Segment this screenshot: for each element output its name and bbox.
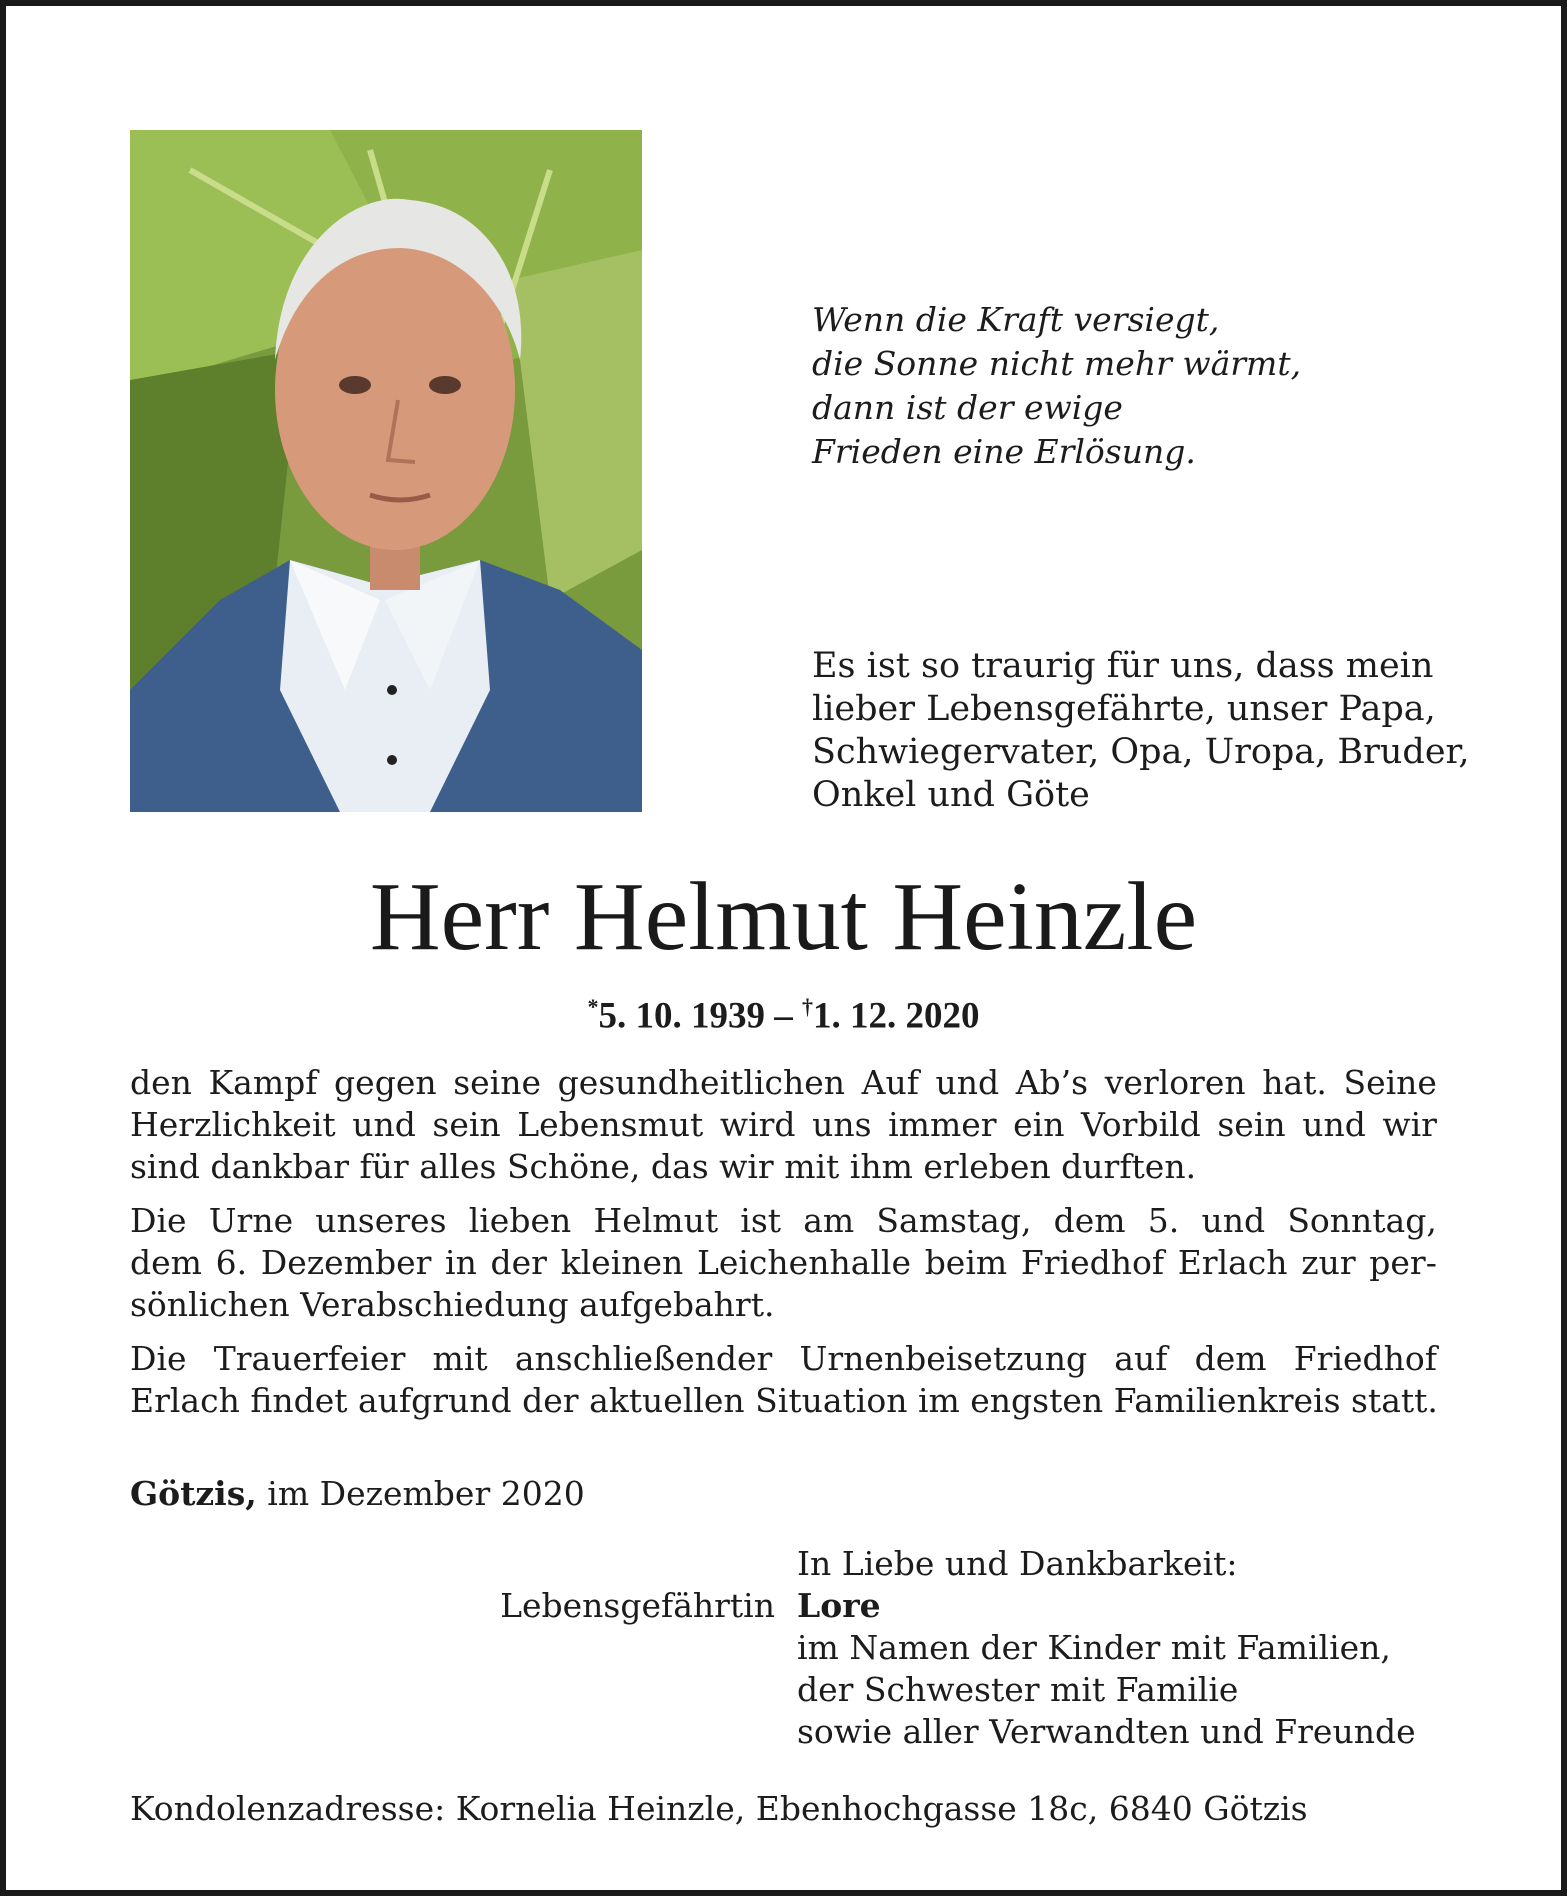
deceased-name: Herr Helmut Heinzle <box>369 863 1198 971</box>
poem-line: Frieden eine Erlösung. <box>812 432 1196 471</box>
body-word: wird <box>719 1105 796 1144</box>
body-word: und <box>935 1063 1000 1102</box>
body-word: kleinen <box>560 1243 684 1282</box>
body-word: 5. <box>1147 1201 1180 1240</box>
body-word: und <box>1201 1201 1266 1240</box>
intro-text <box>812 645 1470 817</box>
body-word: den <box>130 1063 192 1102</box>
body-word: und <box>1302 1105 1366 1144</box>
body-line <box>130 1242 1437 1284</box>
signature-greeting: In Liebe und Dankbarkeit: <box>797 1544 1238 1583</box>
body-word: ist <box>740 1201 782 1240</box>
body-word: beim <box>924 1243 1008 1282</box>
body-word: Urne <box>208 1201 294 1240</box>
death-symbol: † <box>802 994 813 1019</box>
obituary-body <box>130 1062 1437 1434</box>
poem-line: dann ist der ewige <box>812 388 1123 427</box>
body-word: anschließender <box>514 1339 773 1378</box>
body-paragraph <box>130 1200 1437 1326</box>
body-word: Friedhof <box>1293 1339 1437 1378</box>
body-line <box>130 1104 1437 1146</box>
body-word: Auf <box>861 1063 919 1102</box>
body-word: mit <box>432 1339 488 1378</box>
body-word: Kampf <box>208 1063 318 1102</box>
signature-line: sowie aller Verwandten und Freunde <box>797 1712 1416 1751</box>
poem-line: Wenn die Kraft versiegt, <box>812 300 1220 339</box>
body-word: dem <box>130 1243 202 1282</box>
body-line <box>130 1200 1437 1242</box>
signature-line: der Schwester mit Familie <box>797 1670 1239 1709</box>
body-word: Helmut <box>593 1201 719 1240</box>
body-word: lieben <box>468 1201 572 1240</box>
body-word: uns <box>812 1105 872 1144</box>
body-word: in <box>445 1243 477 1282</box>
body-word: hat. <box>1262 1063 1327 1102</box>
body-word: der <box>490 1243 547 1282</box>
place: Götzis, <box>130 1474 257 1513</box>
body-word: auf <box>1114 1339 1168 1378</box>
body-word: per- <box>1369 1243 1437 1282</box>
signature-block <box>797 1543 1416 1753</box>
body-word: am <box>803 1201 855 1240</box>
body-word: gegen <box>334 1063 437 1102</box>
body-word: Die <box>130 1201 187 1240</box>
date: im Dezember 2020 <box>267 1474 585 1513</box>
body-word: dem <box>1194 1339 1267 1378</box>
signer-name: Lore <box>797 1586 881 1625</box>
body-word: Seine <box>1343 1063 1437 1102</box>
body-word: Samstag, <box>876 1201 1032 1240</box>
body-word: und <box>352 1105 416 1144</box>
date-separator: – <box>774 995 793 1037</box>
body-word: zur <box>1301 1243 1356 1282</box>
body-word: Lebensmut <box>517 1105 704 1144</box>
body-word: immer <box>888 1105 997 1144</box>
intro-line: lieber Lebensgefährte, unser Papa, <box>812 689 1436 729</box>
body-word: Trauerfeier <box>213 1339 406 1378</box>
body-line: sönlichen Verabschiedung aufgebahrt. <box>130 1285 775 1324</box>
death-date: 1. 12. 2020 <box>813 995 980 1037</box>
body-word: Herzlichkeit <box>130 1105 336 1144</box>
body-paragraph <box>130 1062 1437 1188</box>
body-line: sind dankbar für alles Schöne, das wir mit ihm erleben durften. <box>130 1147 1197 1186</box>
body-word: Urnenbeisetzung <box>799 1339 1088 1378</box>
body-line: Erlach findet aufgrund der aktuellen Situation im engsten Familienkreis statt. <box>130 1381 1438 1420</box>
body-word: Leichenhalle <box>696 1243 912 1282</box>
body-word: sein <box>1217 1105 1286 1144</box>
body-word: seine <box>453 1063 541 1102</box>
body-word: Sonntag, <box>1287 1201 1437 1240</box>
body-word: Friedhof <box>1020 1243 1165 1282</box>
body-word: Vorbild <box>1081 1105 1201 1144</box>
body-word: gesundheitlichen <box>557 1063 846 1102</box>
body-word: sein <box>432 1105 501 1144</box>
signer-role: Lebensgefährtin <box>500 1586 775 1625</box>
body-word: dem <box>1053 1201 1126 1240</box>
birth-date: 5. 10. 1939 <box>598 995 765 1037</box>
condolence-address: Kondolenzadresse: Kornelia Heinzle, Ebenhochgasse 18c, 6840 Götzis <box>130 1789 1308 1828</box>
body-line <box>130 1338 1437 1380</box>
poem-line: die Sonne nicht mehr wärmt, <box>812 344 1302 383</box>
body-word: wir <box>1382 1105 1437 1144</box>
memorial-poem <box>812 298 1492 474</box>
body-line <box>130 1062 1437 1104</box>
place-and-date <box>130 1473 585 1515</box>
body-word: Erlach <box>1177 1243 1288 1282</box>
life-dates <box>0 985 1567 1038</box>
signature-line: im Namen der Kinder mit Familien, <box>797 1628 1391 1667</box>
body-word: unseres <box>315 1201 447 1240</box>
body-word: Ab’s <box>1015 1063 1089 1102</box>
intro-line: Schwiegervater, Opa, Uropa, Bruder, <box>812 732 1470 772</box>
body-word: Die <box>130 1339 187 1378</box>
body-word: verloren <box>1104 1063 1246 1102</box>
body-word: 6. <box>215 1243 248 1282</box>
birth-symbol: * <box>587 994 599 1019</box>
body-word: ein <box>1013 1105 1065 1144</box>
body-word: Dezember <box>260 1243 432 1282</box>
intro-line: Es ist so traurig für uns, dass mein <box>812 646 1434 686</box>
intro-line: Onkel und Göte <box>812 775 1090 815</box>
body-paragraph <box>130 1338 1437 1422</box>
portrait-photo <box>130 130 642 812</box>
